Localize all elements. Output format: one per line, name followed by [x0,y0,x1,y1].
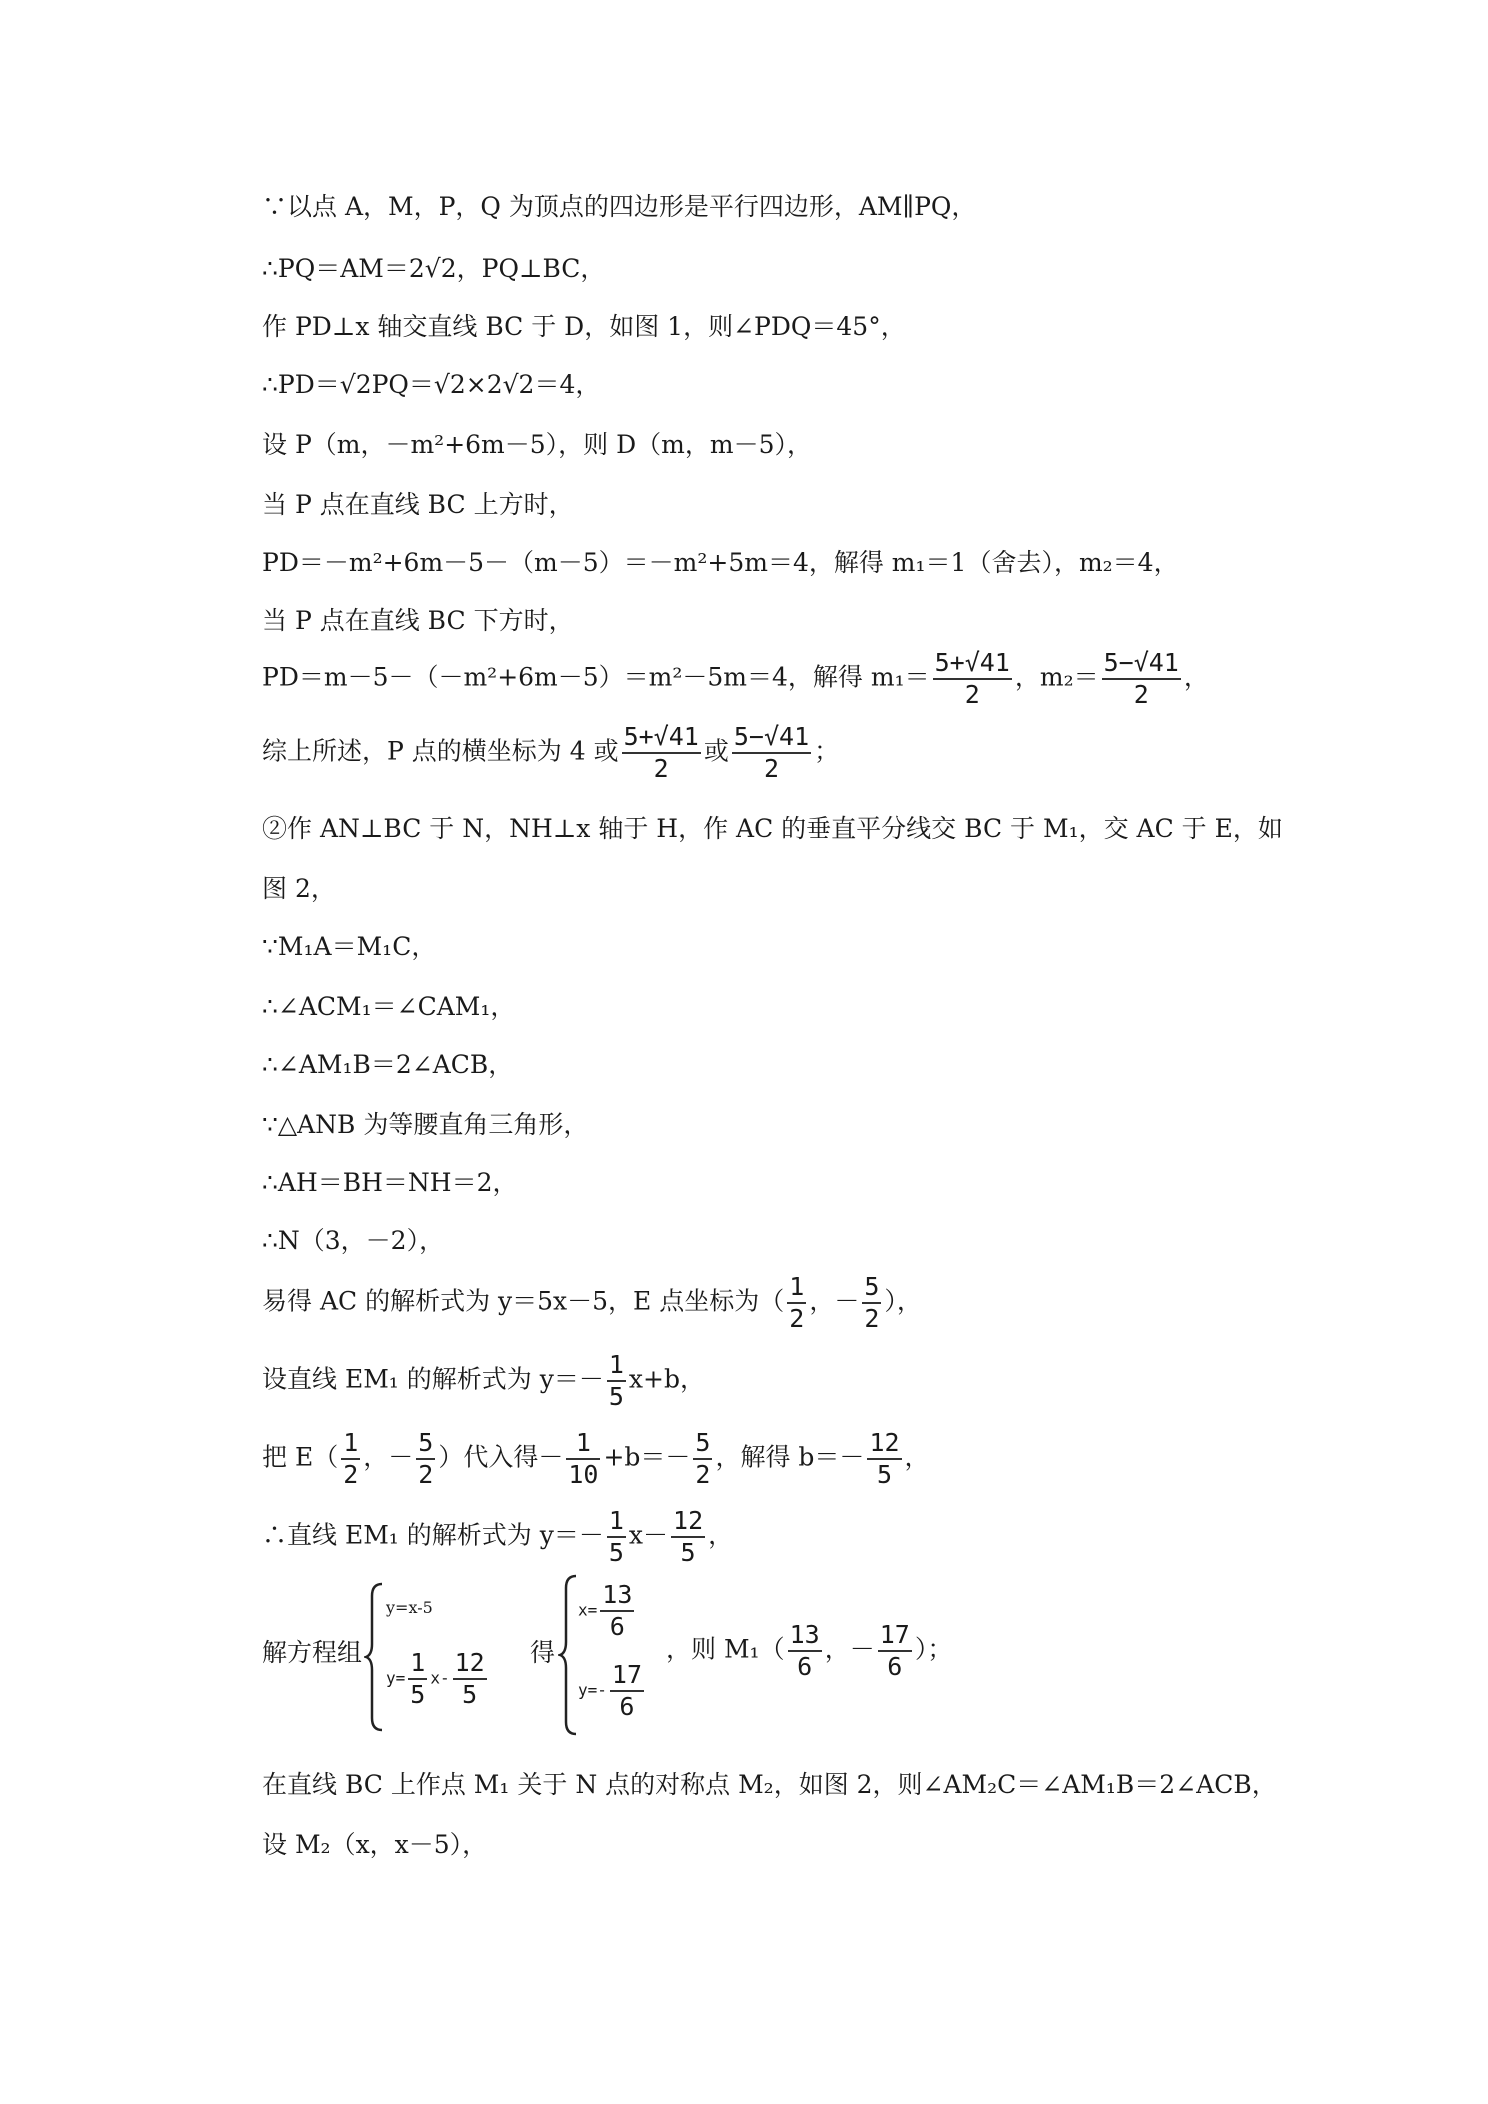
text-line: ∵以点 A，M，P，Q 为顶点的四边形是平行四边形，AM∥PQ， [262,192,977,221]
text-line-with-fractions: 易得 AC 的解析式为 y＝5x－5，E 点坐标为（ $\frac{1}{2}$ ，－ $\frac{5}{2}$ ）， [262,1272,922,1333]
text-line: 设 M₂（x，x－5）， [262,1830,488,1859]
text-span: 解方程组 [262,1638,363,1667]
fraction: $\frac{5}{2}$ [418,1428,434,1489]
text-line: ∴∠AM₁B＝2∠ACB， [262,1050,514,1079]
text-line-with-fractions: ∴直线 EM₁ 的解析式为 y＝－ $\frac{1}{5}$ x－ $\frac{12}{5}$ ， [262,1506,734,1567]
text-line: ∴PQ＝AM＝2√2，PQ⊥BC， [262,254,606,283]
equation-row: y= $\frac{1}{5}$ x- $\frac{12}{5}$ [386,1648,485,1709]
text-line-with-fractions: 综上所述，P 点的横坐标为 4 或 $\frac{5+√41}{2}$ 或 $\frac{5-√41}{2}$ ； [262,722,840,783]
fraction: $\frac{1}{5}$ [608,1350,624,1411]
text-line: ∴AH＝BH＝NH＝2， [262,1168,518,1197]
text-line: ∵△ANB 为等腰直角三角形， [262,1110,589,1139]
fraction: $\frac{1}{5}$ [608,1506,624,1567]
fraction: $\frac{1}{5}$ [410,1648,426,1709]
fraction: $\frac{5-√41}{2}$ [733,722,810,783]
text-line-with-fractions: PD＝m－5－（－m²+6m－5）＝m²－5m＝4，解得 m₁＝ $\frac{5+√41}{2}$ ，m₂＝ $\frac{5-√41}{2}$ ， [262,648,1209,709]
left-brace-icon [364,1582,384,1732]
text-line-with-fractions: ，则 M₁（ $\frac{13}{6}$ ，－ $\frac{17}{6}$ ）； [666,1620,953,1681]
left-brace-icon [558,1574,578,1736]
equation-row: x= $\frac{13}{6}$ [578,1580,633,1641]
fraction: $\frac{17}{6}$ [611,1660,643,1721]
text-line: ∴∠ACM₁＝∠CAM₁， [262,992,516,1021]
text-line: PD＝－m²+6m－5－（m－5）＝－m²+5m＝4，解得 m₁＝1（舍去），m₂＝4， [262,548,1179,577]
text-line: ∴N（3，－2）， [262,1226,445,1255]
fraction: $\frac{12}{5}$ [869,1428,900,1489]
fraction: $\frac{1}{2}$ [343,1428,359,1489]
fraction: $\frac{13}{6}$ [602,1580,633,1641]
fraction: $\frac{1}{10}$ [568,1428,599,1489]
text-line: 当 P 点在直线 BC 下方时， [262,606,574,635]
equation-row: y=- $\frac{17}{6}$ [578,1660,643,1721]
fraction: $\frac{5}{2}$ [695,1428,711,1489]
text-line: 当 P 点在直线 BC 上方时， [262,490,574,519]
text-line-with-fractions: 把 E（ $\frac{1}{2}$ ，－ $\frac{5}{2}$ ）代入得－ $\frac{1}{10}$ +b＝－ $\frac{5}{2}$ ，解得 b＝－ $\frac{12}{5}$ ， [262,1428,930,1489]
text-line: ∴PD＝√2PQ＝√2×2√2＝4， [262,370,601,399]
text-span: 得 [530,1638,556,1667]
text-line: 在直线 BC 上作点 M₁ 关于 N 点的对称点 M₂，如图 2，则∠AM₂C＝∠AM₁B＝2∠ACB， [262,1770,1277,1799]
fraction: $\frac{1}{2}$ [789,1272,805,1333]
fraction: $\frac{12}{5}$ [673,1506,704,1567]
fraction: $\frac{12}{5}$ [454,1648,485,1709]
fraction: $\frac{5}{2}$ [864,1272,880,1333]
fraction: $\frac{5-√41}{2}$ [1103,648,1179,709]
fraction: $\frac{13}{6}$ [789,1620,820,1681]
text-line: ∵M₁A＝M₁C， [262,932,437,961]
equation-row: y=x-5 [386,1598,433,1617]
text-line: 作 PD⊥x 轴交直线 BC 于 D，如图 1，则∠PDQ＝45°， [262,312,906,341]
text-line: ②作 AN⊥BC 于 N，NH⊥x 轴于 H，作 AC 的垂直平分线交 BC 于 M₁，交 AC 于 E，如 [262,814,1283,843]
fraction: $\frac{5+√41}{2}$ [934,648,1010,709]
fraction: $\frac{17}{6}$ [879,1620,910,1681]
fraction: $\frac{5+√41}{2}$ [623,722,699,783]
text-line: 图 2， [262,874,336,903]
text-line: 设 P（m，－m²+6m－5），则 D（m，m－5）， [262,430,812,459]
text-line-with-fractions: 设直线 EM₁ 的解析式为 y＝－ $\frac{1}{5}$ x+b， [262,1350,705,1411]
